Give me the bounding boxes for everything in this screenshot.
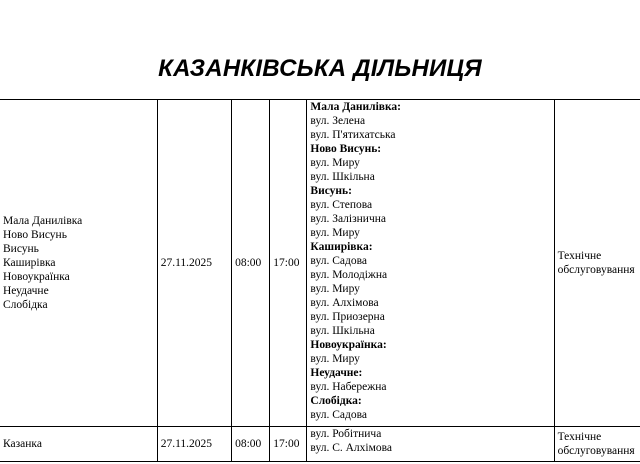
- time-to-cell: 17:00: [270, 427, 307, 462]
- settlement-heading: Новоукраїнка:: [310, 339, 387, 351]
- village-name: Каширівка: [3, 257, 56, 269]
- table-row: [0, 100, 640, 427]
- time-from-cell: 08:00: [232, 427, 270, 462]
- settlement-heading: Висунь:: [310, 185, 352, 197]
- work-type-text: обслуговування: [557, 264, 635, 276]
- settlement-heading: Неудачне:: [310, 367, 363, 379]
- street-name: вул. Приозерна: [310, 311, 385, 323]
- settlement-heading: Слобідка:: [310, 395, 362, 407]
- villages-cell: [0, 100, 157, 427]
- street-name: вул. Набережна: [310, 381, 387, 393]
- date-cell: 27.11.2025: [157, 100, 231, 427]
- schedule-table: [0, 99, 640, 462]
- village-name: Мала Данилівка: [3, 215, 83, 227]
- time-to-cell: 17:00: [270, 100, 307, 427]
- street-name: вул. Шкільна: [310, 325, 375, 337]
- village-name: Слобідка: [3, 299, 48, 311]
- village-name: Неудачне: [3, 285, 49, 297]
- work-type-text: Технічне: [557, 250, 602, 262]
- street-name: вул. Миру: [310, 353, 360, 365]
- street-name: вул. Зелена: [310, 115, 366, 127]
- village-name: Новоукраїнка: [3, 271, 70, 283]
- street-name: вул. Робітнича: [310, 428, 382, 440]
- settlement-heading: Каширівка:: [310, 241, 373, 253]
- work-type-text: Технічне: [557, 431, 602, 443]
- date-cell: 27.11.2025: [157, 427, 231, 462]
- village-name: Ново Висунь: [3, 229, 67, 241]
- street-name: вул. Алхімова: [310, 297, 379, 309]
- settlement-heading: Мала Данилівка:: [310, 101, 402, 113]
- work-type-cell: [554, 427, 640, 462]
- street-name: вул. Садова: [310, 409, 367, 421]
- village-name: Казанка: [3, 438, 42, 450]
- streets-cell: [307, 100, 554, 427]
- time-from-cell: 08:00: [232, 100, 270, 427]
- street-name: вул. П'ятихатська: [310, 129, 396, 141]
- street-name: вул. Шкільна: [310, 171, 375, 183]
- street-name: вул. Садова: [310, 255, 367, 267]
- street-name: вул. Степова: [310, 199, 373, 211]
- villages-cell: [0, 427, 157, 462]
- street-name: вул. Миру: [310, 157, 360, 169]
- settlement-heading: Ново Висунь:: [310, 143, 382, 155]
- table-row: [0, 427, 640, 462]
- street-name: вул. С. Алхімова: [310, 442, 393, 454]
- work-type-cell: [554, 100, 640, 427]
- street-name: вул. Залізнична: [310, 213, 386, 225]
- street-name: вул. Молодіжна: [310, 269, 388, 281]
- section-title: КАЗАНКІВСЬКА ДІЛЬНИЦЯ: [158, 55, 482, 82]
- work-type-text: обслуговування: [557, 445, 635, 457]
- street-name: вул. Миру: [310, 227, 360, 239]
- street-name: вул. Миру: [310, 283, 360, 295]
- village-name: Висунь: [3, 243, 39, 255]
- streets-cell: [307, 427, 554, 462]
